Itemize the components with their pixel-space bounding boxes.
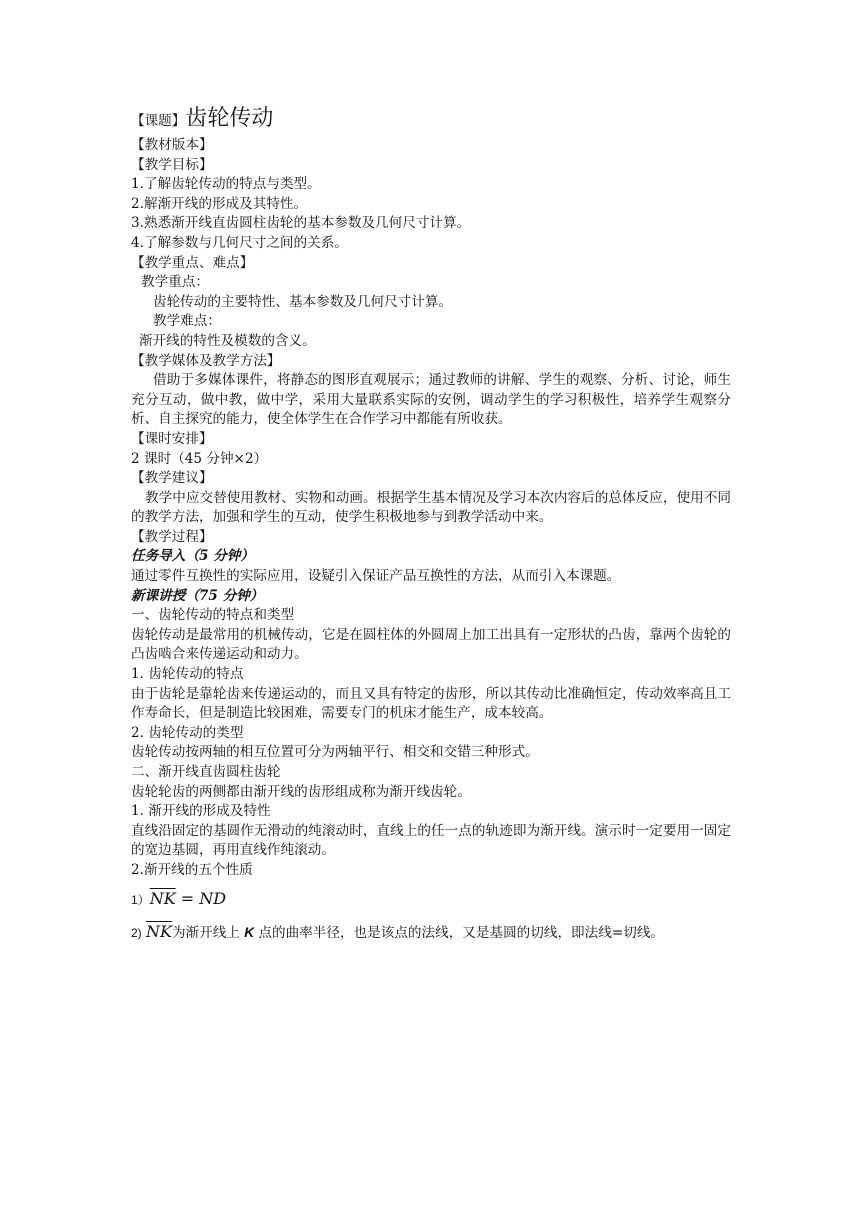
task-intro-heading: 任务导入（5 分钟） <box>131 548 254 565</box>
property-2-number: 2) <box>131 925 142 940</box>
part1-sub2-paragraph: 齿轮传动按两轴的相互位置可分为两轴平行、相交和交错三种形式。 <box>131 744 539 761</box>
part1-sub1-paragraph: 由于齿轮是靠轮齿来传递运动的，而且又具有特定的齿形，所以其传动比准确恒定，传动效率高且工作寿命长，但是制造比较困难，需要专门的机床才能生产，成本较高。 <box>131 685 731 722</box>
objective-item: 4.了解参数与几何尺寸之间的关系。 <box>131 234 348 251</box>
new-lesson-heading: 新课讲授（75 分钟） <box>131 587 264 604</box>
keypoints-heading: 【教学重点、难点】 <box>131 254 254 271</box>
key-label: 教学重点： <box>141 274 209 291</box>
formula-nk-segment: $\overline{NK}$ <box>149 888 176 908</box>
objective-item: 3.熟悉渐开线直齿圆柱齿轮的基本参数及几何尺寸计算。 <box>131 215 471 232</box>
objective-item: 2.解渐开线的形成及其特性。 <box>131 195 308 212</box>
edition-heading: 【教材版本】 <box>131 137 213 153</box>
advice-heading: 【教学建议】 <box>131 470 213 487</box>
part1-paragraph: 齿轮传动是最常用的机械传动，它是在圆柱体的外圆周上加工出具有一定形状的凸齿，靠两个齿轮的凸齿啮合来传递运动和动力。 <box>131 626 731 663</box>
process-heading: 【教学过程】 <box>131 528 213 545</box>
difficult-label: 教学难点： <box>153 313 221 330</box>
objective-item: 1.了解齿轮传动的特点与类型。 <box>131 176 321 193</box>
part2-sub2-heading: 2.渐开线的五个性质 <box>131 861 253 878</box>
schedule-heading: 【课时安排】 <box>131 430 213 447</box>
formula-equals: = <box>175 888 200 908</box>
formula-nk-symbol: $\overline{NK}$ <box>146 921 172 941</box>
advice-paragraph: 教学中应交替使用教材、实物和动画。根据学生基本情况及学习本次内容后的总体反应，使用不同的教学方法，加强和学生的互动，使学生积极地参与到教学活动中来。 <box>131 489 731 526</box>
part1-sub1-heading: 1. 齿轮传动的特点 <box>131 666 244 683</box>
lesson-title-tag: 【课题】 <box>131 113 186 129</box>
part1-sub2-heading: 2. 齿轮传动的类型 <box>131 724 244 741</box>
difficult-text: 渐开线的特性及模数的含义。 <box>139 332 316 349</box>
part1-title: 一、齿轮传动的特点和类型 <box>131 607 295 624</box>
property-2-text-a: 为渐开线上 <box>171 924 245 941</box>
property-1-number: 1） <box>131 892 150 907</box>
part2-paragraph: 齿轮轮齿的两侧都由渐开线的齿形组成称为渐开线齿轮。 <box>131 783 471 800</box>
part2-title: 二、渐开线直齿圆柱齿轮 <box>131 764 281 780</box>
property-2-text-b: 点的曲率半径，也是该点的法线，又是基圆的切线，即法线=切线。 <box>254 924 665 941</box>
property-1 <box>131 885 731 914</box>
key-text: 齿轮传动的主要特性、基本参数及几何尺寸计算。 <box>153 293 453 310</box>
lesson-title-line <box>131 104 731 136</box>
objectives-heading: 【教学目标】 <box>131 156 213 173</box>
task-intro-text: 通过零件互换性的实际应用，设疑引入保证产品互换性的方法，从而引入本课题。 <box>131 568 621 585</box>
formula-nd-segment: ND <box>199 888 227 908</box>
property-2 <box>131 918 731 947</box>
media-heading: 【教学媒体及教学方法】 <box>131 352 281 369</box>
media-paragraph: 借助于多媒体课件，将静态的图形直观展示；通过教师的讲解、学生的观察、分析、讨论，师生充分互动，做中教，做中学，采用大量联系实际的安例，调动学生的学习积极性，培养学生观察分析、自主探究的能力，使全体学生在合作学习中都能有所收获。 <box>131 372 731 428</box>
lesson-title: 齿轮传动 <box>185 106 274 131</box>
schedule-text: 2 课时（45 分钟×2） <box>131 450 268 467</box>
part2-sub1-heading: 1. 渐开线的形成及特性 <box>131 803 271 820</box>
part2-sub1-paragraph: 直线沿固定的基圆作无滑动的纯滚动时，直线上的任一点的轨迹即为渐开线。演示时一定要用一固定的宽边基圆，再用直线作纯滚动。 <box>131 822 731 859</box>
document-body <box>131 104 731 947</box>
point-k-symbol: K <box>244 924 255 940</box>
